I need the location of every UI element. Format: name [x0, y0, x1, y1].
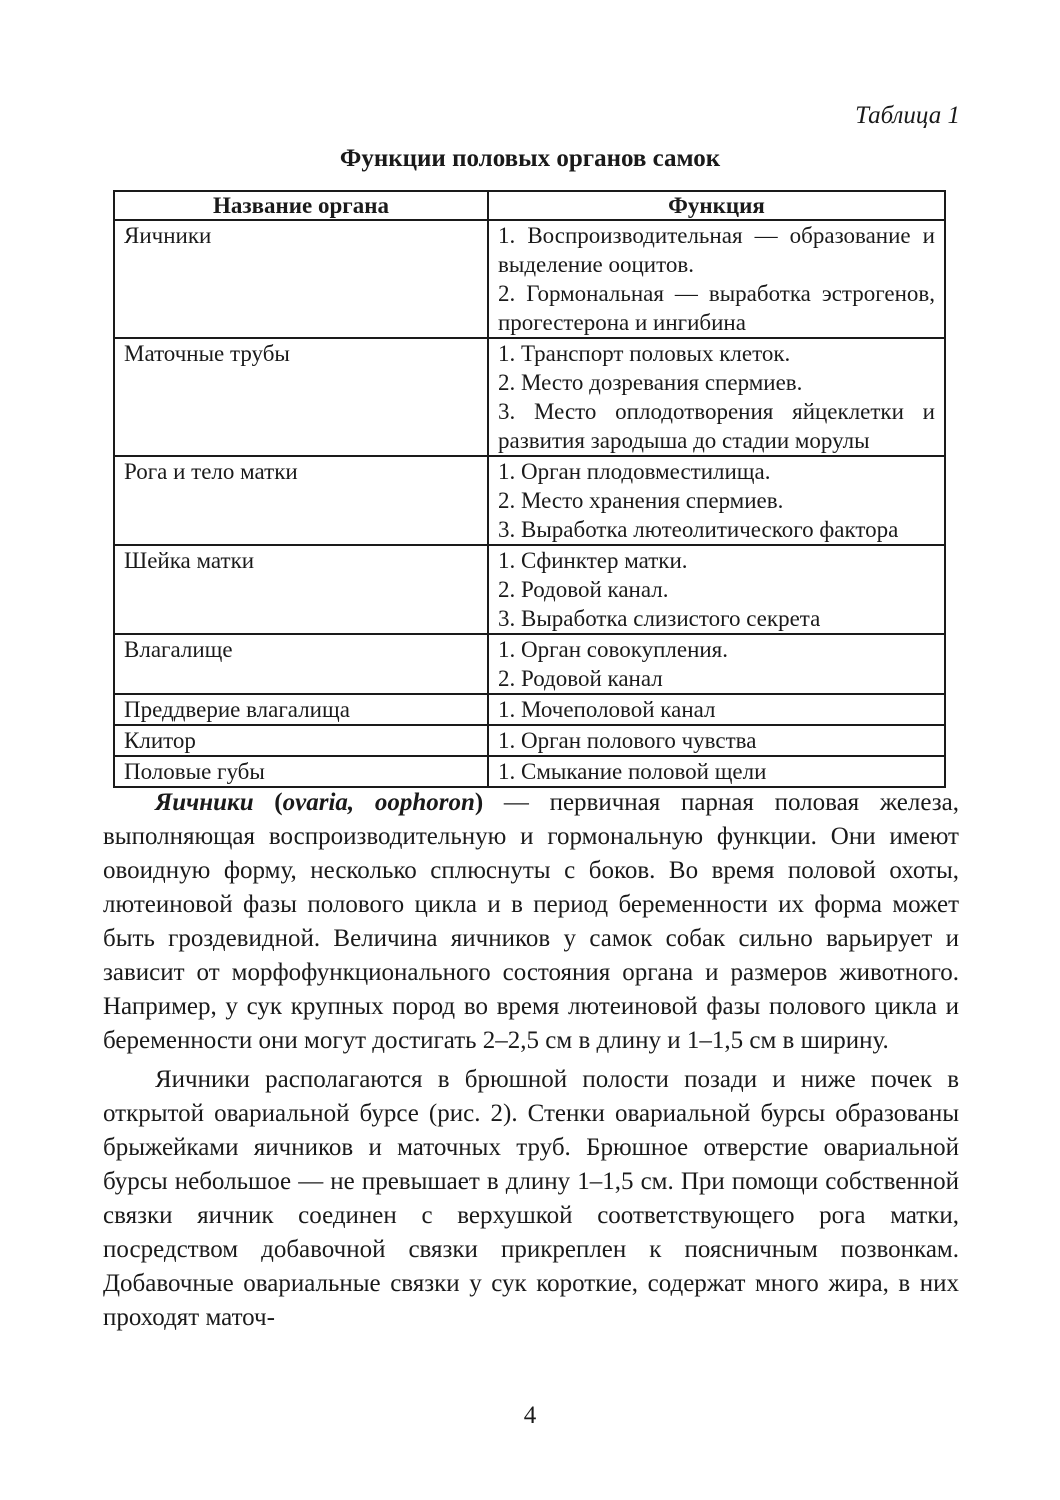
paragraph-1	[103, 786, 959, 1058]
function-item: 1. Орган плодовместилища.	[498, 459, 771, 484]
function-item: 1. Сфинктер матки.	[498, 548, 688, 573]
functions-table	[113, 190, 946, 788]
function-cell	[488, 756, 945, 787]
table-row	[114, 456, 945, 545]
function-item: 3. Выработка слизистого секрета	[498, 606, 821, 631]
paragraph-1-text: — первичная парная половая железа, выполняющая воспроизводительную и гормональную функции. Они имеют овоидную форму, несколько сплюснуты с боков. Во время половой охоты, лютеиновой фазы полового цикла и в период беременности их форма может быть гроздевидной. Величина яичников у самок собак сильно варьирует и зависит от морфофункционального состояния органа и размеров животного. Например, у сук крупных пород во время лютеиновой фазы полового цикла и беременности они могут достигать 2–2,5 см в длину и 1–1,5 см в ширину.	[103, 789, 960, 1054]
function-cell	[488, 545, 945, 634]
table-row	[114, 338, 945, 456]
function-item: 2. Место хранения спермиев.	[498, 488, 784, 513]
function-item: 3. Выработка лютеолитического фактора	[498, 517, 899, 542]
function-item: 3. Место оплодотворения яйцеклетки и развития зародыша до стадии морулы	[498, 399, 935, 453]
term-ru: Яичники	[155, 789, 254, 816]
table-row	[114, 694, 945, 725]
body-text	[103, 786, 959, 1335]
table-row	[114, 634, 945, 694]
table-row	[114, 725, 945, 756]
function-item: 2. Место дозревания спермиев.	[498, 370, 803, 395]
paragraph-2: Яичники располагаются в брюшной полости позади и ниже почек в открытой овариальной бурсе (рис. 2). Стенки овариальной бурсы образованы брыжейками яичников и маточных труб. Брюшное отверстие овариальной бурсы небольшое — не превышает в длину 1–1,5 см. При помощи собственной связки яичник соединен с верхушкой соответствующего рога матки, посредством добавочной связки прикреплен к поясничным позвонкам. Добавочные овариальные связки у сук короткие, содержат много жира, в них проходят маточ-	[103, 1066, 959, 1331]
function-item: 1. Смыкание половой щели	[498, 759, 767, 784]
table-header-row	[114, 191, 945, 220]
table-row	[114, 756, 945, 787]
table-title: Функции половых органов самок	[339, 145, 721, 172]
function-cell	[488, 694, 945, 725]
organ-name-cell: Половые губы	[114, 756, 488, 787]
organ-name-cell: Клитор	[114, 725, 488, 756]
term-paren-close: )	[474, 789, 484, 816]
function-item: 1. Воспроизводительная — образование и выделение ооцитов.	[498, 223, 935, 277]
table-row	[114, 545, 945, 634]
column-header-organ: Название органа	[114, 191, 488, 220]
function-item: 1. Орган полового чувства	[498, 728, 757, 753]
function-item: 2. Гормональная — выработка эстрогенов, прогестерона и ингибина	[498, 281, 935, 335]
table-row	[114, 220, 945, 338]
function-item: 1. Орган совокупления.	[498, 637, 729, 662]
function-item: 2. Родовой канал	[498, 666, 663, 691]
function-item: 2. Родовой канал.	[498, 577, 669, 602]
organ-name-cell: Маточные трубы	[114, 338, 488, 456]
function-cell	[488, 725, 945, 756]
page-number: 4	[523, 1402, 537, 1429]
function-cell	[488, 456, 945, 545]
term-paren-open: (	[253, 789, 283, 816]
function-cell	[488, 634, 945, 694]
function-cell	[488, 220, 945, 338]
organ-name-cell: Яичники	[114, 220, 488, 338]
function-cell	[488, 338, 945, 456]
organ-name-cell: Влагалище	[114, 634, 488, 694]
column-header-function: Функция	[488, 191, 945, 220]
table-body	[114, 220, 945, 787]
function-item: 1. Мочеполовой канал	[498, 697, 716, 722]
term-latin: ovaria, oophoron	[282, 789, 475, 816]
organ-name-cell: Шейка матки	[114, 545, 488, 634]
organ-name-cell: Рога и тело матки	[114, 456, 488, 545]
table-label: Таблица 1	[855, 102, 960, 129]
organ-name-cell: Преддверие влагалища	[114, 694, 488, 725]
function-item: 1. Транспорт половых клеток.	[498, 341, 791, 366]
